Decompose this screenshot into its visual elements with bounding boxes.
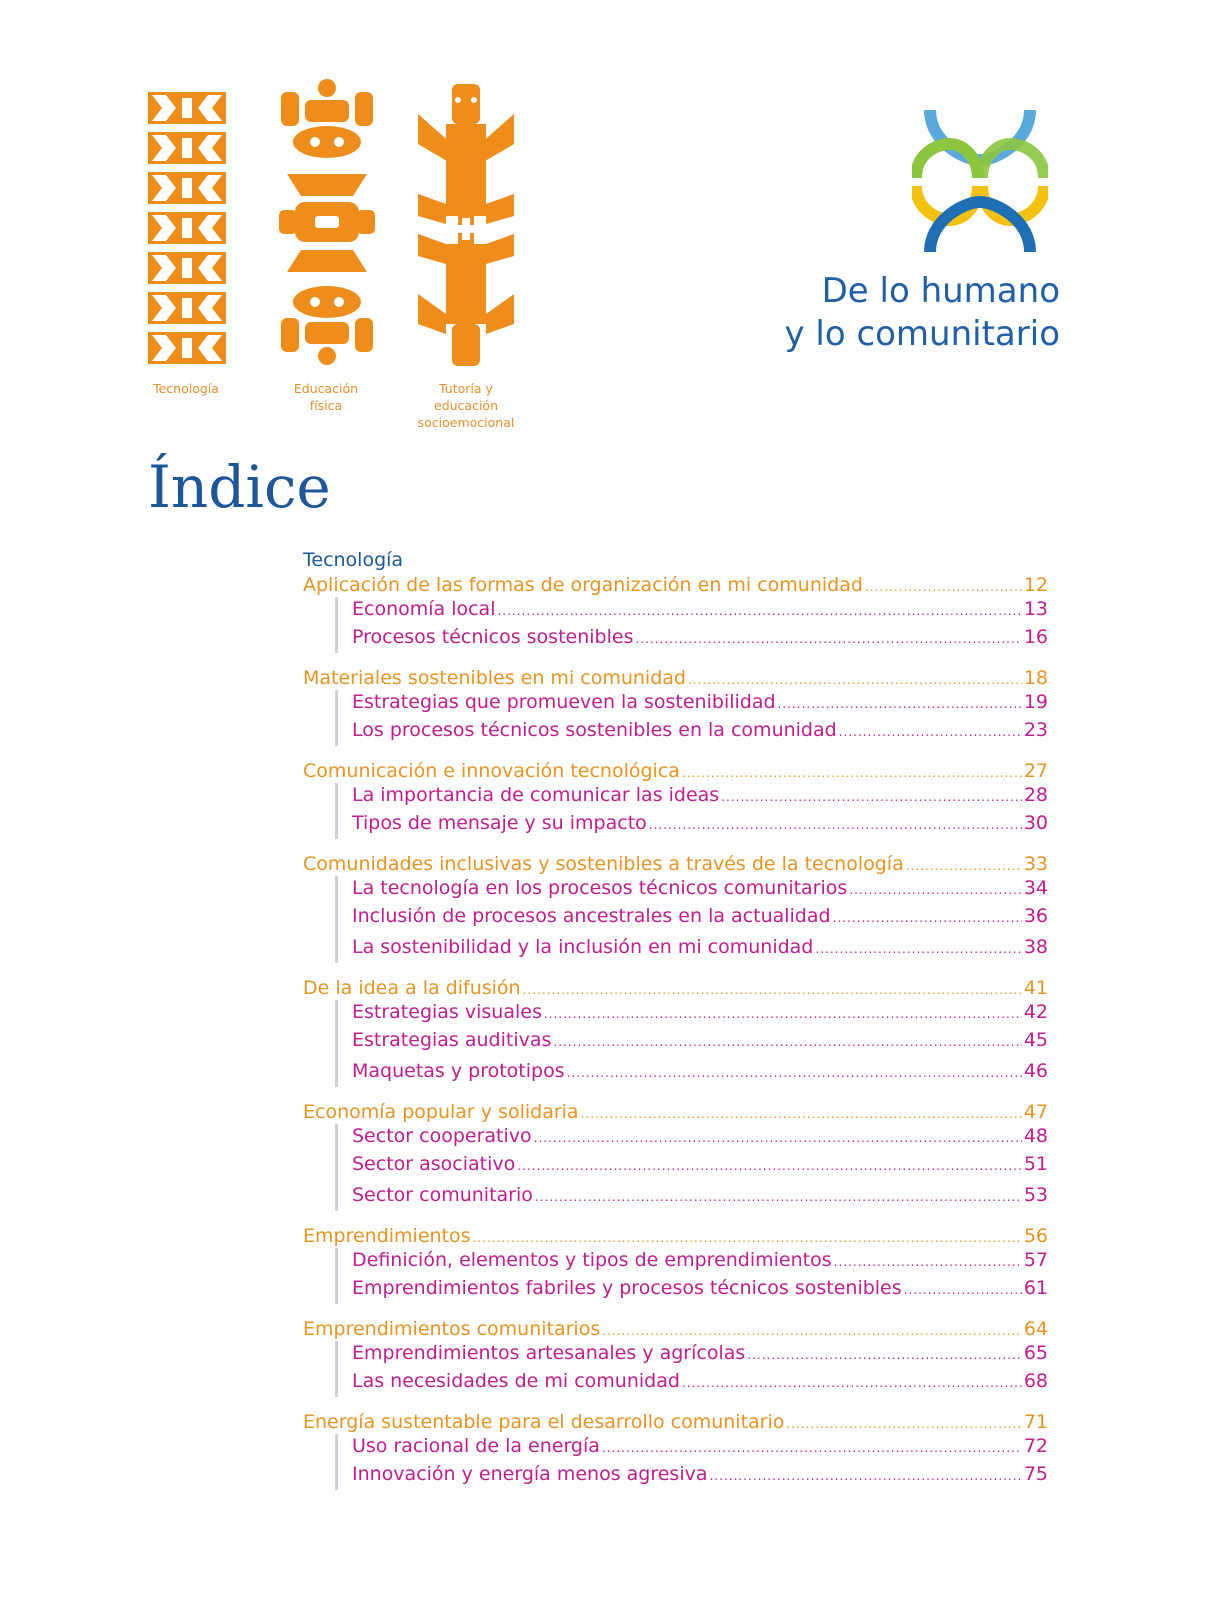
toc-unit <box>303 666 1048 746</box>
toc-lesson-entry[interactable] <box>352 622 1048 653</box>
toc-lesson-list <box>335 783 1048 839</box>
toc-leader-dots <box>635 633 1021 645</box>
toc-unit <box>303 1317 1048 1397</box>
toc-lesson-entry[interactable] <box>352 901 1048 932</box>
toc-lesson-page: 51 <box>1023 1153 1048 1175</box>
toc-leader-dots <box>906 860 1022 872</box>
toc-unit-page: 47 <box>1023 1101 1048 1123</box>
toc-lesson-list <box>335 1434 1048 1490</box>
toc-lesson-entry[interactable] <box>352 1434 1048 1459</box>
toc-unit-title: Comunidades inclusivas y sostenibles a través de la tecnología <box>303 853 904 875</box>
toc-leader-dots <box>602 1442 1022 1454</box>
toc-lesson-title: Sector asociativo <box>352 1153 516 1175</box>
toc-lesson-entry[interactable] <box>352 876 1048 901</box>
toc-leader-dots <box>602 1325 1022 1337</box>
toc-unit-title: Emprendimientos <box>303 1225 471 1247</box>
toc-lesson-title: Maquetas y prototipos <box>352 1060 565 1082</box>
toc-unit-entry[interactable] <box>303 1317 1048 1341</box>
toc-lesson-title: Tipos de mensaje y su impacto <box>352 812 647 834</box>
toc-lesson-title: Emprendimientos fabriles y procesos técnicos sostenibles <box>352 1277 902 1299</box>
toc-lesson-page: 23 <box>1023 719 1048 741</box>
toc-unit-title: Materiales sostenibles en mi comunidad <box>303 667 686 689</box>
toc-unit-entry[interactable] <box>303 1100 1048 1124</box>
toc-unit <box>303 1410 1048 1490</box>
educacion-fisica-glyph-icon <box>275 78 379 366</box>
toc-lesson-list <box>335 597 1048 653</box>
toc-lesson-title: Los procesos técnicos sostenibles en la comunidad <box>352 719 837 741</box>
toc-lesson-page: 57 <box>1023 1249 1048 1271</box>
toc-leader-dots <box>849 884 1022 896</box>
toc-lesson-page: 36 <box>1023 905 1048 927</box>
toc-leader-dots <box>581 1108 1022 1120</box>
toc-unit-page: 71 <box>1023 1411 1048 1433</box>
toc-leader-dots <box>682 1377 1022 1389</box>
toc-leader-dots <box>473 1232 1022 1244</box>
toc-lesson-title: Sector cooperativo <box>352 1125 532 1147</box>
toc-lesson-page: 46 <box>1023 1060 1048 1082</box>
toc-lesson-page: 34 <box>1023 877 1048 899</box>
toc-lesson-page: 28 <box>1023 784 1048 806</box>
toc-leader-dots <box>721 791 1022 803</box>
toc-leader-dots <box>534 1132 1022 1144</box>
toc-leader-dots <box>649 819 1022 831</box>
toc-unit <box>303 976 1048 1087</box>
toc-leader-dots <box>834 1256 1022 1268</box>
toc-lesson-entry[interactable] <box>352 1149 1048 1180</box>
toc-unit-title: De la idea a la difusión <box>303 977 521 999</box>
toc-unit-entry[interactable] <box>303 1410 1048 1434</box>
toc-leader-dots <box>497 605 1021 617</box>
toc-unit-title: Energía sustentable para el desarrollo comunitario <box>303 1411 785 1433</box>
toc-lesson-list <box>335 876 1048 963</box>
toc-lesson-entry[interactable] <box>352 1341 1048 1366</box>
toc-unit <box>303 1224 1048 1304</box>
toc-leader-dots <box>778 698 1022 710</box>
toc-unit-page: 27 <box>1023 760 1048 782</box>
toc-lesson-page: 65 <box>1023 1342 1048 1364</box>
toc-unit-page: 64 <box>1023 1318 1048 1340</box>
toc-unit <box>303 759 1048 839</box>
toc-lesson-list <box>335 690 1048 746</box>
glyph-label-educacion-fisica-text: Educación física <box>293 381 359 413</box>
toc-leader-dots <box>904 1284 1022 1296</box>
toc-leader-dots <box>815 943 1021 955</box>
woven-block-icon <box>148 92 226 124</box>
toc-lesson-entry[interactable] <box>352 1459 1048 1490</box>
toc-unit-entry[interactable] <box>303 1224 1048 1248</box>
toc-unit-entry[interactable] <box>303 759 1048 783</box>
toc-unit-title: Aplicación de las formas de organización en mi comunidad <box>303 574 863 596</box>
toc-unit <box>303 852 1048 963</box>
toc-leader-dots <box>786 1418 1021 1430</box>
toc-unit-title: Comunicación e innovación tecnológica <box>303 760 680 782</box>
toc-lesson-page: 72 <box>1023 1435 1048 1457</box>
toc-unit-entry[interactable] <box>303 666 1048 690</box>
toc-lesson-title: La importancia de comunicar las ideas <box>352 784 720 806</box>
toc-lesson-title: Las necesidades de mi comunidad <box>352 1370 680 1392</box>
toc-lesson-entry[interactable] <box>352 932 1048 963</box>
woven-block-icon <box>148 172 226 204</box>
toc-lesson-page: 13 <box>1023 598 1048 620</box>
toc-lesson-title: Definición, elementos y tipos de emprendimientos <box>352 1249 832 1271</box>
toc-lesson-title: La tecnología en los procesos técnicos comunitarios <box>352 877 848 899</box>
woven-block-icon <box>148 252 226 284</box>
table-of-contents <box>303 548 1048 1490</box>
toc-lesson-list <box>335 1124 1048 1211</box>
toc-unit-entry[interactable] <box>303 976 1048 1000</box>
toc-lesson-page: 75 <box>1023 1463 1048 1485</box>
toc-unit <box>303 573 1048 653</box>
toc-leader-dots <box>682 767 1022 779</box>
toc-lesson-title: Innovación y energía menos agresiva <box>352 1463 708 1485</box>
toc-unit-page: 18 <box>1023 667 1048 689</box>
toc-lesson-entry[interactable] <box>352 1056 1048 1087</box>
toc-lesson-entry[interactable] <box>352 1124 1048 1149</box>
woven-block-icon <box>148 292 226 324</box>
toc-lesson-page: 48 <box>1023 1125 1048 1147</box>
toc-lesson-title: Estrategias que promueven la sostenibilidad <box>352 691 776 713</box>
toc-lesson-entry[interactable] <box>352 597 1048 622</box>
toc-lesson-list <box>335 1248 1048 1304</box>
toc-units <box>303 573 1048 1490</box>
toc-lesson-entry[interactable] <box>352 690 1048 715</box>
glyph-label-tutoria-text: Tutoría y educación socioemocional <box>417 381 515 430</box>
woven-block-icon <box>148 132 226 164</box>
woven-block-icon <box>148 332 226 364</box>
brand-line-2: y lo comunitario <box>784 314 1060 354</box>
toc-leader-dots <box>710 1470 1022 1482</box>
toc-lesson-title: Inclusión de procesos ancestrales en la actualidad <box>352 905 831 927</box>
toc-lesson-entry[interactable] <box>352 1366 1048 1397</box>
toc-lesson-list <box>335 1341 1048 1397</box>
toc-leader-dots <box>517 1160 1022 1172</box>
toc-leader-dots <box>865 581 1022 593</box>
toc-lesson-title: Emprendimientos artesanales y agrícolas <box>352 1342 746 1364</box>
toc-lesson-list <box>335 1000 1048 1087</box>
toc-leader-dots <box>523 984 1022 996</box>
toc-leader-dots <box>833 912 1022 924</box>
toc-lesson-page: 30 <box>1023 812 1048 834</box>
woven-block-icon <box>148 212 226 244</box>
toc-leader-dots <box>688 674 1022 686</box>
toc-lesson-page: 45 <box>1023 1029 1048 1051</box>
brand-line-1: De lo humano <box>821 271 1060 311</box>
glyph-label-tutoria <box>396 380 536 431</box>
glyph-label-tecnologia: Tecnología <box>153 381 219 396</box>
toc-unit-page: 33 <box>1023 853 1048 875</box>
toc-unit-title: Economía popular y solidaria <box>303 1101 579 1123</box>
glyph-label-educacion-fisica <box>256 380 396 414</box>
toc-lesson-title: Economía local <box>352 598 496 620</box>
toc-lesson-page: 16 <box>1023 626 1048 648</box>
toc-lesson-entry[interactable] <box>352 783 1048 808</box>
toc-unit-page: 12 <box>1023 574 1048 596</box>
toc-lesson-title: La sostenibilidad y la inclusión en mi comunidad <box>352 936 814 958</box>
toc-unit-entry[interactable] <box>303 852 1048 876</box>
toc-lesson-title: Sector comunitario <box>352 1184 533 1206</box>
page-title: Índice <box>148 453 331 521</box>
toc-unit-page: 41 <box>1023 977 1048 999</box>
toc-lesson-title: Estrategias visuales <box>352 1001 542 1023</box>
toc-lesson-title: Estrategias auditivas <box>352 1029 552 1051</box>
tecnologia-glyph-icon <box>148 92 226 366</box>
toc-lesson-entry[interactable] <box>352 808 1048 839</box>
toc-lesson-entry[interactable] <box>352 1180 1048 1211</box>
toc-lesson-page: 53 <box>1023 1184 1048 1206</box>
toc-lesson-entry[interactable] <box>352 1273 1048 1304</box>
brand-name <box>784 270 1060 356</box>
toc-leader-dots <box>535 1191 1022 1203</box>
toc-subject-heading: Tecnología <box>303 549 404 571</box>
toc-lesson-entry[interactable] <box>352 1025 1048 1056</box>
toc-leader-dots <box>553 1036 1021 1048</box>
toc-lesson-entry[interactable] <box>352 1000 1048 1025</box>
toc-unit <box>303 1100 1048 1211</box>
toc-lesson-page: 61 <box>1023 1277 1048 1299</box>
toc-unit-entry[interactable] <box>303 573 1048 597</box>
toc-lesson-title: Uso racional de la energía <box>352 1435 600 1457</box>
brand-logo-icon <box>912 108 1048 259</box>
toc-lesson-entry[interactable] <box>352 715 1048 746</box>
toc-leader-dots <box>747 1349 1022 1361</box>
toc-lesson-entry[interactable] <box>352 1248 1048 1273</box>
toc-unit-title: Emprendimientos comunitarios <box>303 1318 601 1340</box>
toc-lesson-page: 68 <box>1023 1370 1048 1392</box>
toc-unit-page: 56 <box>1023 1225 1048 1247</box>
toc-lesson-page: 19 <box>1023 691 1048 713</box>
toc-leader-dots <box>567 1067 1022 1079</box>
toc-lesson-page: 42 <box>1023 1001 1048 1023</box>
tutoria-glyph-icon <box>418 84 514 366</box>
toc-leader-dots <box>544 1008 1022 1020</box>
toc-lesson-page: 38 <box>1023 936 1048 958</box>
toc-lesson-title: Procesos técnicos sostenibles <box>352 626 634 648</box>
toc-leader-dots <box>839 726 1022 738</box>
